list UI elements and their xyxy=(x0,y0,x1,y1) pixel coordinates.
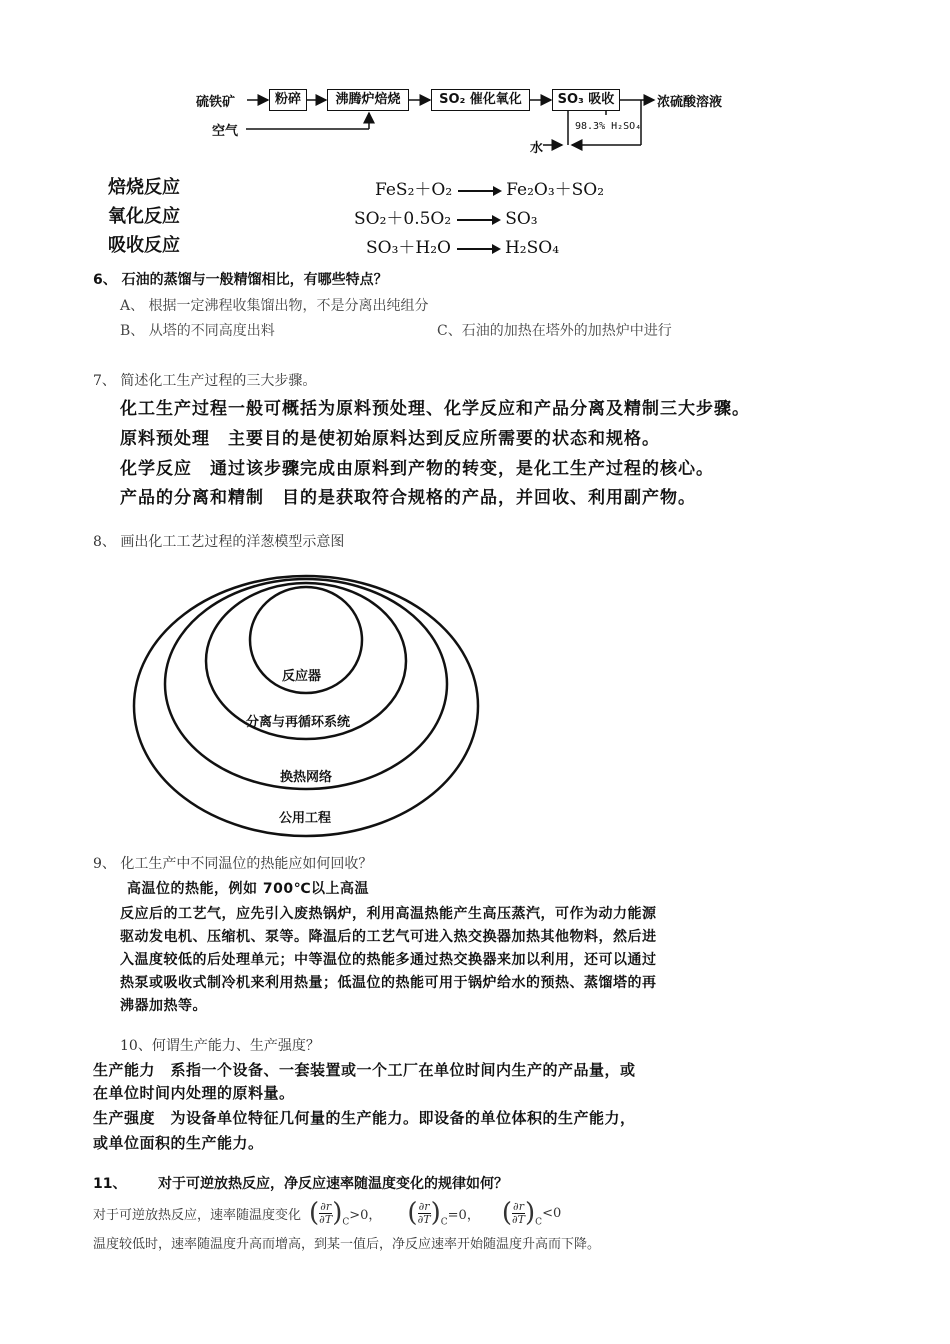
answer-line: 产品的分离和精制 目的是获取符合规格的产品，并回收、利用副产物。 xyxy=(120,488,696,508)
flow-box-roast: 沸腾炉焙烧 xyxy=(327,89,409,111)
flow-box-oxidation: SO₂ 催化氧化 xyxy=(431,89,530,111)
question-title: 对于可逆放热反应，净反应速率随温度变化的规律如何？ xyxy=(158,1176,508,1192)
flow-output: 浓硫酸溶液 xyxy=(657,95,723,110)
condition-positive: >0， xyxy=(349,1207,382,1223)
condition-zero: =0， xyxy=(447,1207,480,1223)
onion-model-diagram xyxy=(120,560,480,840)
reaction-rhs: SO₃ xyxy=(505,209,538,229)
answer-line: 化学反应 通过该步骤完成由原料到产物的转变，是化工生产过程的核心。 xyxy=(120,459,714,479)
reaction-name: 氧化反应 xyxy=(108,206,180,227)
flow-input-ore: 硫铁矿 xyxy=(196,95,236,110)
frac-subscript: C xyxy=(342,1217,350,1228)
flow-box-crush: 粉碎 xyxy=(269,89,307,111)
answer-line: 生产强度 为设备单位特征几何量的生产能力。即设备的单位体积的生产能力， xyxy=(93,1109,636,1127)
ring-label-reactor: 反应器 xyxy=(282,669,322,684)
option-c: C、石油的加热在塔外的加热炉中进行 xyxy=(437,323,672,339)
question-title: 6、 石油的蒸馏与一般精馏相比，有哪些特点？ xyxy=(93,272,388,288)
option-a: A、 根据一定沸程收集馏出物，不是分离出纯组分 xyxy=(120,298,429,314)
reaction-row xyxy=(108,231,180,257)
frac-denominator: ∂T xyxy=(417,1212,431,1226)
partial-derivative: ( $\frac{\partial r}{\partial T}$ )$_C$ xyxy=(407,1198,448,1228)
flow-box-absorption: SO₃ 吸收 xyxy=(552,89,620,111)
answer-text: 对于可逆放热反应，速率随温度变化 xyxy=(93,1207,302,1223)
partial-derivative: ( $\frac{\partial r}{\partial T}$ )$_C$ xyxy=(309,1198,350,1228)
answer-line: 生产能力 系指一个设备、一套装置或一个工厂在单位时间内生产的产品量，或 xyxy=(93,1061,636,1079)
ring-label-separation: 分离与再循环系统 xyxy=(246,715,351,730)
answer-formula-line xyxy=(93,1198,561,1228)
condition-negative: <0 xyxy=(542,1205,562,1221)
answer-line: 入温度较低的后处理单元；中等温位的热能多通过热交换器来加以利用，还可以通过 xyxy=(120,952,657,968)
answer-line: 或单位面积的生产能力。 xyxy=(93,1134,264,1152)
frac-subscript: C xyxy=(535,1217,543,1228)
flow-water: 水 xyxy=(530,141,544,156)
reaction-row xyxy=(108,202,180,228)
ring-label-heat-exchange: 换热网络 xyxy=(280,770,333,785)
reaction-name: 焙烧反应 xyxy=(108,177,180,198)
answer-line: 反应后的工艺气，应先引入废热锅炉，利用高温热能产生高压蒸汽，可作为动力能源 xyxy=(120,906,657,922)
partial-derivative: ( $\frac{\partial r}{\partial T}$ )$_C$ xyxy=(501,1198,543,1228)
reaction-equation xyxy=(375,175,604,200)
frac-numerator: ∂r xyxy=(513,1199,524,1213)
reaction-row xyxy=(108,173,180,199)
flow-input-air: 空气 xyxy=(212,124,239,139)
reaction-arrow-icon xyxy=(457,248,499,250)
frac-numerator: ∂r xyxy=(418,1199,430,1213)
reaction-lhs: SO₂＋0.5O₂ xyxy=(354,209,452,229)
flow-recycle-label: 98.3% H₂SO₄ xyxy=(575,121,642,132)
onion-ring-heat-exchange xyxy=(165,579,447,789)
question-title: 9、 化工生产中不同温位的热能应如何回收？ xyxy=(93,856,373,872)
reaction-equation xyxy=(354,204,538,229)
reaction-lhs: SO₃＋H₂O xyxy=(366,238,451,258)
answer-heading: 高温位的热能，例如 700℃以上高温 xyxy=(127,881,370,897)
reaction-equation xyxy=(366,233,559,258)
answer-line: 原料预处理 主要目的是使初始原料达到反应所需要的状态和规格。 xyxy=(120,429,660,449)
reaction-arrow-icon xyxy=(458,190,500,192)
reaction-name: 吸收反应 xyxy=(108,235,180,256)
option-b: B、 从塔的不同高度出料 xyxy=(120,323,275,339)
answer-line: 驱动发电机、压缩机、泵等。降温后的工艺气可进入热交换器加热其他物料，然后进 xyxy=(120,929,657,945)
frac-numerator: ∂r xyxy=(320,1199,332,1213)
answer-line: 沸器加热等。 xyxy=(120,998,207,1014)
answer-line: 在单位时间内处理的原料量。 xyxy=(93,1084,295,1102)
frac-subscript: C xyxy=(440,1217,448,1228)
frac-denominator: ∂T xyxy=(511,1212,526,1226)
answer-line: 温度较低时，速率随温度升高而增高，到某一值后，净反应速率开始随温度升高而下降。 xyxy=(93,1237,601,1252)
answer-line: 化工生产过程一般可概括为原料预处理、化学反应和产品分离及精制三大步骤。 xyxy=(120,399,750,419)
reaction-arrow-icon xyxy=(457,219,499,221)
answer-line: 热泵或吸收式制冷机来利用热量；低温位的热能可用于锅炉给水的预热、蒸馏塔的再 xyxy=(120,975,657,991)
reaction-rhs: Fe₂O₃＋SO₂ xyxy=(506,180,605,200)
question-title: 7、 简述化工生产过程的三大步骤。 xyxy=(93,373,317,389)
reaction-lhs: FeS₂＋O₂ xyxy=(375,180,453,200)
question-title: 10、何谓生产能力、生产强度？ xyxy=(120,1038,320,1054)
reaction-rhs: H₂SO₄ xyxy=(504,238,560,258)
question-number: 11、 xyxy=(93,1176,127,1192)
frac-denominator: ∂T xyxy=(319,1212,333,1226)
question-title: 8、 画出化工工艺过程的洋葱模型示意图 xyxy=(93,534,345,550)
onion-ring-utilities xyxy=(134,576,478,836)
ring-label-utilities: 公用工程 xyxy=(279,811,332,826)
flow-connectors xyxy=(0,0,950,160)
